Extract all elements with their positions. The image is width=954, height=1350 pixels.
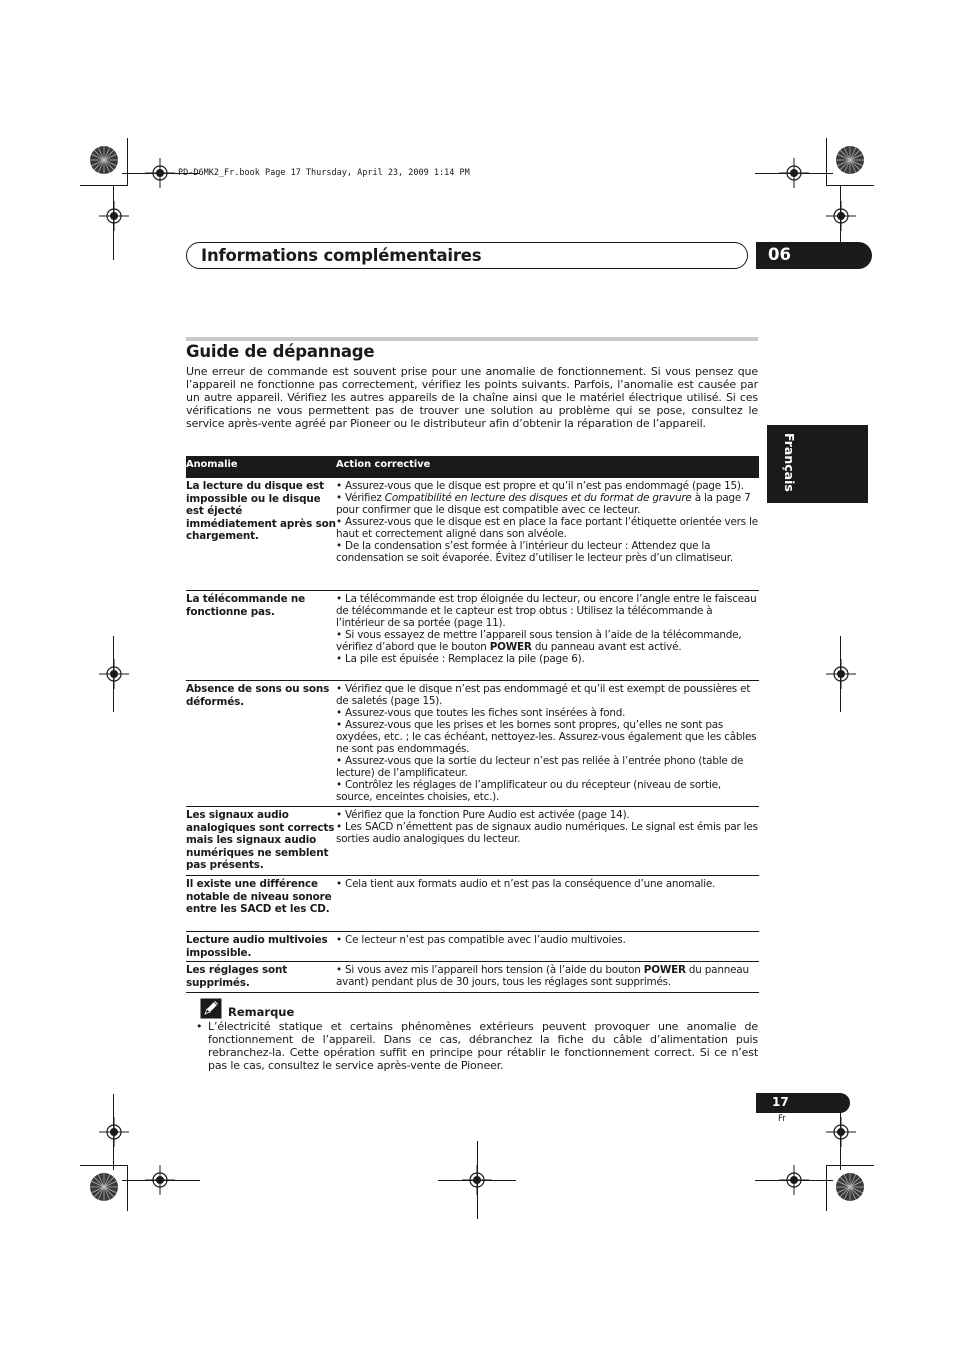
- starburst-mark-icon: [835, 1172, 865, 1202]
- action-cell: [336, 878, 759, 890]
- section-title: Guide de dépannage: [186, 342, 375, 361]
- section-rule: [186, 337, 758, 341]
- crop-mark: [826, 1165, 827, 1211]
- chapter-header: [186, 242, 748, 269]
- crop-mark: [840, 636, 841, 712]
- action-item: • Assurez-vous que les prises et les bornes sont propres, qu’elles ne sont pas oxydées, etc. ; le cas échéant, nettoyez-les. Assurez-vous également que les câbles ne sont pas endommagés.: [336, 719, 757, 755]
- action-item: • Les SACD n’émettent pas de signaux audio numériques. Le signal est émis par les sorties audio analogiques du lecteur.: [336, 821, 758, 845]
- table-row: [186, 962, 759, 993]
- action-cell: [336, 683, 759, 803]
- crop-mark: [477, 1141, 478, 1219]
- table-row: [186, 932, 759, 962]
- crop-mark: [826, 185, 874, 186]
- registration-mark-icon: [826, 201, 856, 231]
- crop-mark: [826, 138, 827, 186]
- column-header-action: Action corrective: [336, 459, 431, 470]
- language-tab-label: Français: [782, 433, 797, 492]
- page-language-code: Fr: [778, 1114, 786, 1124]
- crop-mark: [80, 1165, 128, 1166]
- page-number: 17: [772, 1095, 789, 1109]
- action-item: • La pile est épuisée : Remplacez la pile (page 6).: [336, 653, 585, 665]
- crop-mark: [755, 173, 833, 174]
- note-title: Remarque: [228, 1005, 295, 1019]
- registration-mark-icon: [826, 659, 856, 689]
- action-item: • De la condensation s’est formée à l’intérieur du lecteur : Attendez que la condensation se soit évaporée. Évitez d’utiliser le lecteur près d’un climatiseur.: [336, 540, 733, 564]
- action-item: • Vérifiez que la fonction Pure Audio est activée (page 14).: [336, 809, 630, 821]
- table-header: [186, 456, 759, 478]
- action-item: • Vérifiez que le disque n’est pas endommagé et qu’il est exempt de poussières et de saletés (page 15).: [336, 683, 751, 707]
- note-bullet: •: [196, 1020, 203, 1033]
- action-cell: [336, 480, 759, 564]
- action-item: • Si vous avez mis l’appareil hors tension (à l’aide du bouton POWER du panneau avant) pendant plus de 30 jours, tous les réglages sont supprimés.: [336, 964, 749, 988]
- page-number-badge: [756, 1093, 850, 1113]
- section-intro: Une erreur de commande est souvent prise pour une anomalie de fonctionnement. Si vous pensez que l’appareil ne fonctionne pas correctement, vérifiez les points suivants. Parfois, l’anomalie est causée par un autre appareil. Vérifiez les autres appareils de la chaîne ainsi que le matériel électrique utilisé. Si ces vérifications ne vous permettent pas de trouver une solution au problème qui se pose, consultez le service après-vente agréé par Pioneer ou le distributeur afin d’obtenir la réparation de l’appareil.: [186, 365, 758, 430]
- registration-mark-icon: [826, 1117, 856, 1147]
- crop-mark: [113, 1094, 114, 1170]
- problem-cell: Lecture audio multivoies impossible.: [186, 934, 328, 959]
- chapter-title: Informations complémentaires: [201, 246, 482, 265]
- crop-mark: [80, 185, 128, 186]
- troubleshooting-table: [186, 456, 759, 993]
- crop-mark: [127, 138, 128, 186]
- note-text: L’électricité statique et certains phénomènes extérieurs peuvent provoquer une anomalie de fonctionnement de l’appareil. Dans ce cas, débranchez la fiche du câble d’alimentation puis rebranchez-la. Cette opération suffit en principe pour rétablir le fonctionnement correct. Si ce n’est pas le cas, consultez le service après-vente de Pioneer.: [208, 1020, 758, 1072]
- pencil-note-icon: [200, 998, 222, 1019]
- problem-cell: Il existe une différence notable de niveau sonore entre les SACD et les CD.: [186, 878, 332, 916]
- crop-mark: [826, 1165, 874, 1166]
- action-item: • Cela tient aux formats audio et n’est pas la conséquence d’une anomalie.: [336, 878, 716, 890]
- action-cell: [336, 593, 759, 665]
- action-cell: [336, 809, 759, 845]
- registration-mark-icon: [99, 201, 129, 231]
- print-info-line: PD-D6MK2_Fr.book Page 17 Thursday, April 23, 2009 1:14 PM: [178, 168, 470, 178]
- action-item: • Assurez-vous que le disque est propre et qu’il n’est pas endommagé (page 15).: [336, 480, 744, 492]
- crop-mark: [113, 636, 114, 712]
- action-cell: [336, 964, 759, 988]
- action-item: • La télécommande est trop éloignée du lecteur, ou encore l’angle entre le faisceau de télécommande et le capteur est trop obtus : Utilisez la télécommande à l’intérieur de sa portée (page 11).: [336, 593, 757, 629]
- registration-mark-icon: [99, 659, 129, 689]
- table-row: [186, 591, 759, 681]
- column-header-anomalie: Anomalie: [186, 459, 238, 470]
- problem-cell: Les réglages sont supprimés.: [186, 964, 288, 989]
- chapter-number: 06: [768, 245, 791, 264]
- action-item: • Assurez-vous que le disque est en place la face portant l’étiquette orientée vers le haut et correctement aligné dans son alvéole.: [336, 516, 758, 540]
- problem-cell: La lecture du disque est impossible ou le disque est éjecté immédiatement après son chargement.: [186, 480, 336, 543]
- action-item: • Assurez-vous que la sortie du lecteur n’est pas reliée à l’entrée phono (table de lecture) de l’amplificateur.: [336, 755, 744, 779]
- table-row: [186, 807, 759, 876]
- crop-mark: [113, 186, 114, 260]
- action-item: • Contrôlez les réglages de l’amplificateur ou du récepteur (niveau de sortie, source, enceintes choisies, etc.).: [336, 779, 721, 803]
- table-row: [186, 478, 759, 591]
- starburst-mark-icon: [89, 145, 119, 175]
- table-row: [186, 876, 759, 932]
- starburst-mark-icon: [89, 1172, 119, 1202]
- table-row: [186, 681, 759, 807]
- action-item: • Ce lecteur n’est pas compatible avec l’audio multivoies.: [336, 934, 626, 946]
- crop-mark: [122, 1180, 200, 1181]
- registration-mark-icon: [99, 1117, 129, 1147]
- crop-mark: [127, 1165, 128, 1211]
- problem-cell: La télécommande ne fonctionne pas.: [186, 593, 306, 618]
- crop-mark: [755, 1180, 833, 1181]
- problem-cell: Absence de sons ou sons déformés.: [186, 683, 330, 708]
- starburst-mark-icon: [835, 145, 865, 175]
- problem-cell: Les signaux audio analogiques sont corrects mais les signaux audio numériques ne semblent pas présents.: [186, 809, 335, 872]
- chapter-number-badge: [756, 242, 872, 269]
- language-tab: [767, 425, 868, 503]
- action-cell: [336, 934, 759, 946]
- action-item: • Si vous essayez de mettre l’appareil sous tension à l’aide de la télécommande, vérifiez d’abord que le bouton POWER du panneau avant est activé.: [336, 629, 742, 653]
- action-item: • Assurez-vous que toutes les fiches sont insérées à fond.: [336, 707, 626, 719]
- action-item: • Vérifiez Compatibilité en lecture des disques et du format de gravure à la page 7 pour confirmer que le disque est compatible avec ce lecteur.: [336, 492, 751, 516]
